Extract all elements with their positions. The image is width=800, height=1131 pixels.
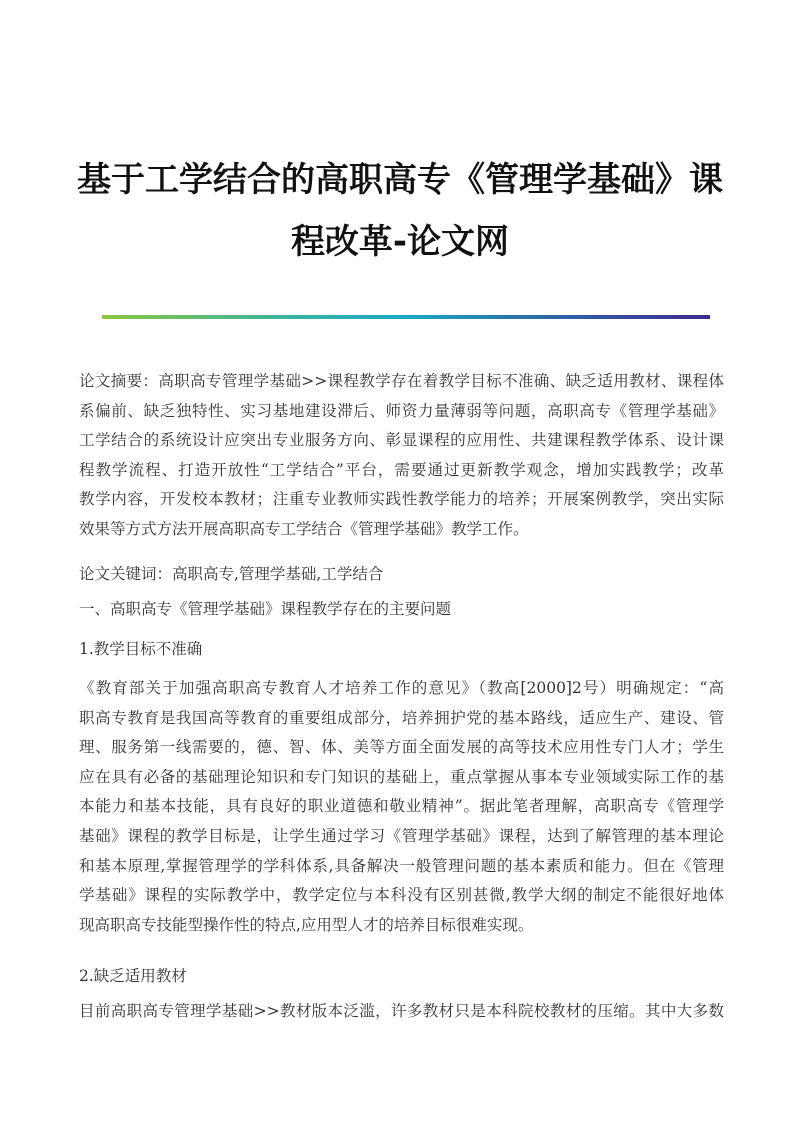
abstract-line: 教学内容，开发校本教材；注重专业教师实践性教学能力的培养；开展案例教学，突出实际 — [79, 490, 724, 509]
paragraph-line: 理、服务第一线需要的，德、智、体、美等方面全面发展的高等技术应用性专门人才；学生 — [79, 738, 724, 757]
subsection-2-paragraph — [79, 997, 724, 1027]
paragraph-line: 目前高职高专管理学基础>>教材版本泛滥，许多教材只是本科院校教材的压缩。其中大多数 — [79, 1002, 724, 1020]
subsection-heading-1: 1.教学目标不准确 — [79, 640, 203, 658]
paragraph-line: 基础》课程的教学目标是，让学生通过学习《管理学基础》课程，达到了解管理的基本理论 — [79, 826, 724, 845]
subsection-heading-2: 2.缺乏适用教材 — [79, 967, 187, 985]
title-divider — [102, 315, 710, 319]
paragraph-line: 职高专教育是我国高等教育的重要组成部分，培养拥护党的基本路线，适应生产、建设、管 — [79, 708, 724, 727]
abstract-paragraph — [79, 367, 724, 545]
keywords-line: 论文关键词：高职高专,管理学基础,工学结合 — [79, 565, 384, 583]
paragraph-line: 学基础》课程的实际教学中，教学定位与本科没有区别甚微,教学大纲的制定不能很好地体 — [79, 886, 724, 905]
paragraph-line: 本能力和基本技能，具有良好的职业道德和敬业精神”。据此笔者理解，高职高专《管理学 — [79, 797, 724, 816]
paragraph-line: 《教育部关于加强高职高专教育人才培养工作的意见》（教高[2000]2号）明确规定：“高 — [79, 679, 724, 697]
section-heading-1: 一、高职高专《管理学基础》课程教学存在的主要问题 — [79, 600, 452, 618]
abstract-line: 程教学流程、打造开放性“工学结合”平台，需要通过更新教学观念，增加实践教学；改革 — [79, 460, 724, 479]
paragraph-line: 应在具有必备的基础理论知识和专门知识的基础上，重点掌握从事本专业领域实际工作的基 — [79, 767, 724, 786]
abstract-line: 系偏前、缺乏独特性、实习基地建设滞后、师资力量薄弱等问题，高职高专《管理学基础》 — [79, 401, 724, 420]
abstract-line: 论文摘要：高职高专管理学基础>>课程教学存在着教学目标不准确、缺乏适用教材、课程体 — [79, 372, 724, 390]
abstract-line: 效果等方式方法开展高职高专工学结合《管理学基础》教学工作。 — [79, 519, 529, 538]
paragraph-line: 和基本原理,掌握管理学的学科体系,具备解决一般管理问题的基本素质和能力。但在《管理 — [79, 856, 724, 875]
paragraph-line: 现高职高专技能型操作性的特点,应用型人才的培养目标很难实现。 — [79, 915, 534, 934]
document-title-line-2: 程改革-论文网 — [290, 222, 510, 262]
document-title-line-1: 基于工学结合的高职高专《管理学基础》课 — [77, 160, 723, 200]
abstract-line: 工学结合的系统设计应突出专业服务方向、彰显课程的应用性、共建课程教学体系、设计课 — [79, 431, 724, 450]
subsection-1-paragraph — [79, 674, 724, 940]
